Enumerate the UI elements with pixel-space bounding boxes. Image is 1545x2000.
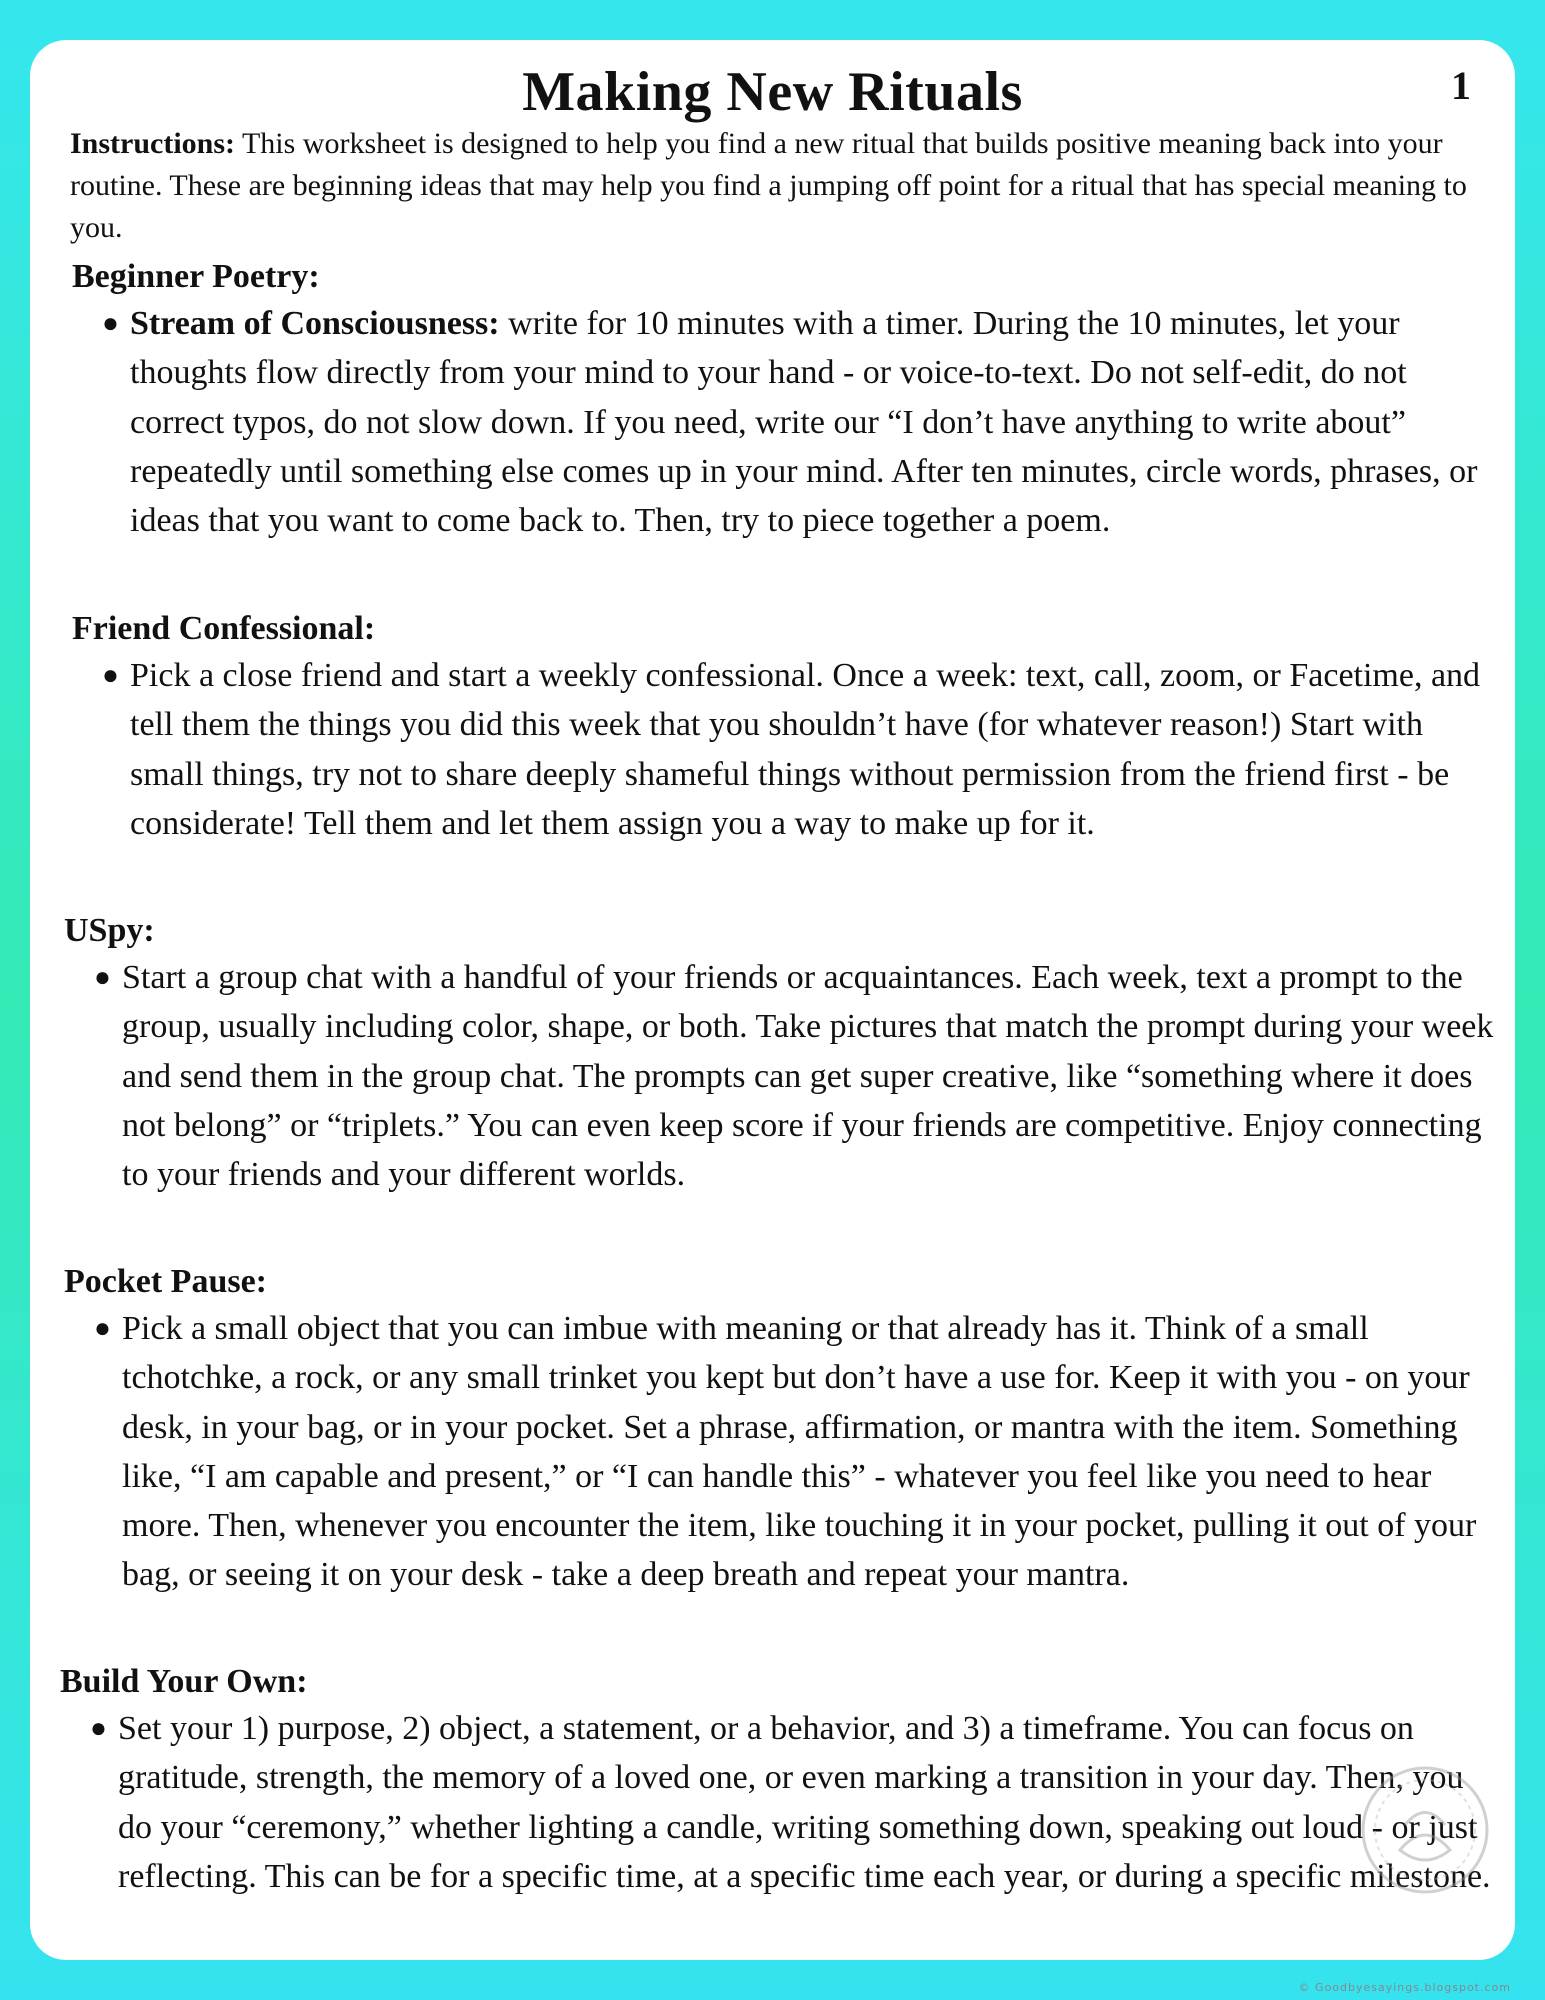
list-item (102, 651, 1495, 848)
section-heading: Friend Confessional: (72, 610, 376, 647)
section-beginner-poetry (30, 255, 1495, 545)
list-item-text: Set your 1) purpose, 2) object, a statement, or a behavior, and 3) a timeframe. You can focus on gratitude, strength, the memory of a loved one, or even marking a transition in your day. Then, you do your “ceremony,” whether lighting a candle, writing something down, speaking out loud - or just reflecting. This can be for a specific time, at a specific time each year, or during a specific milestone. (118, 1710, 1491, 1895)
bullet-list (94, 953, 1495, 1199)
bullet-dot-icon: ● (94, 1313, 111, 1344)
bullet-list (102, 299, 1495, 545)
bold-lead: Stream of Consciousness: (130, 305, 500, 342)
list-item-text: Pick a close friend and start a weekly confessional. Once a week: text, call, zoom, or Facetime, and tell them the things you did this week that you shouldn’t have (for whatever reason!) Start with small things, try not to share deeply shameful things without permission from the friend first - be considerate! Tell them and let them assign you a way to make up for it. (130, 657, 1481, 842)
section-uspy (30, 909, 1495, 1199)
list-item (94, 1304, 1495, 1600)
section-pocket-pause (30, 1260, 1495, 1600)
list-item-text: Start a group chat with a handful of your friends or acquaintances. Each week, text a prompt to the group, usually including color, shape, or both. Take pictures that match the prompt during your week and send them in the group chat. The prompts can get super creative, like “something where it does not belong” or “triplets.” You can even keep score if your friends are competitive. Enjoy connecting to your friends and your different worlds. (122, 959, 1494, 1194)
section-heading: Beginner Poetry: (72, 258, 320, 295)
section-friend-confessional (30, 607, 1495, 848)
bullet-dot-icon: ● (102, 660, 119, 691)
instructions-label: Instructions: (70, 127, 236, 160)
bullet-dot-icon: ● (90, 1713, 107, 1744)
list-item-text: write for 10 minutes with a timer. During the 10 minutes, let your thoughts flow directly from your mind to your hand - or voice-to-text. Do not self-edit, do not correct typos, do not slow down. If you need, write our “I don’t have anything to write about” repeatedly until something else comes up in your mind. After ten minutes, circle words, phrases, or ideas that you want to come back to. Then, try to piece together a poem. (130, 305, 1478, 540)
footer-credit: © Goodbyesayings.blogspot.com (1298, 1981, 1511, 1994)
bullet-list (90, 1704, 1495, 1901)
bullet-dot-icon: ● (94, 962, 111, 993)
section-build-your-own (30, 1660, 1495, 1901)
list-item (94, 953, 1495, 1199)
bullet-dot-icon: ● (102, 308, 119, 339)
list-item-text: Pick a small object that you can imbue with meaning or that already has it. Think of a small tchotchke, a rock, or any small trinket you kept but don’t have a use for. Keep it with you - on your desk, in your bag, or in your pocket. Set a phrase, affirmation, or mantra with the item. Something like, “I am capable and present,” or “I can handle this” - whatever you feel like you need to hear more. Then, whenever you encounter the item, like touching it in your pocket, pulling it out of your bag, or seeing it on your desk - take a deep breath and repeat your mantra. (122, 1310, 1477, 1594)
page-title: Making New Rituals (522, 61, 1023, 123)
worksheet-page (30, 40, 1515, 1960)
bullet-list (102, 651, 1495, 848)
page-number: 1 (1451, 63, 1471, 108)
list-item (90, 1704, 1495, 1901)
list-item (102, 299, 1495, 545)
instructions-text: This worksheet is designed to help you find a new ritual that builds positive meaning back into your routine. These are beginning ideas that may help you find a jumping off point for a ritual that has special meaning to you. (70, 127, 1467, 244)
section-heading: Pocket Pause: (64, 1263, 268, 1300)
section-heading: Build Your Own: (60, 1663, 308, 1700)
instructions-paragraph (70, 123, 1475, 249)
good-bye-sayings-watermark-icon (1345, 1730, 1495, 1920)
section-heading: USpy: (64, 912, 155, 949)
bullet-list (94, 1304, 1495, 1600)
